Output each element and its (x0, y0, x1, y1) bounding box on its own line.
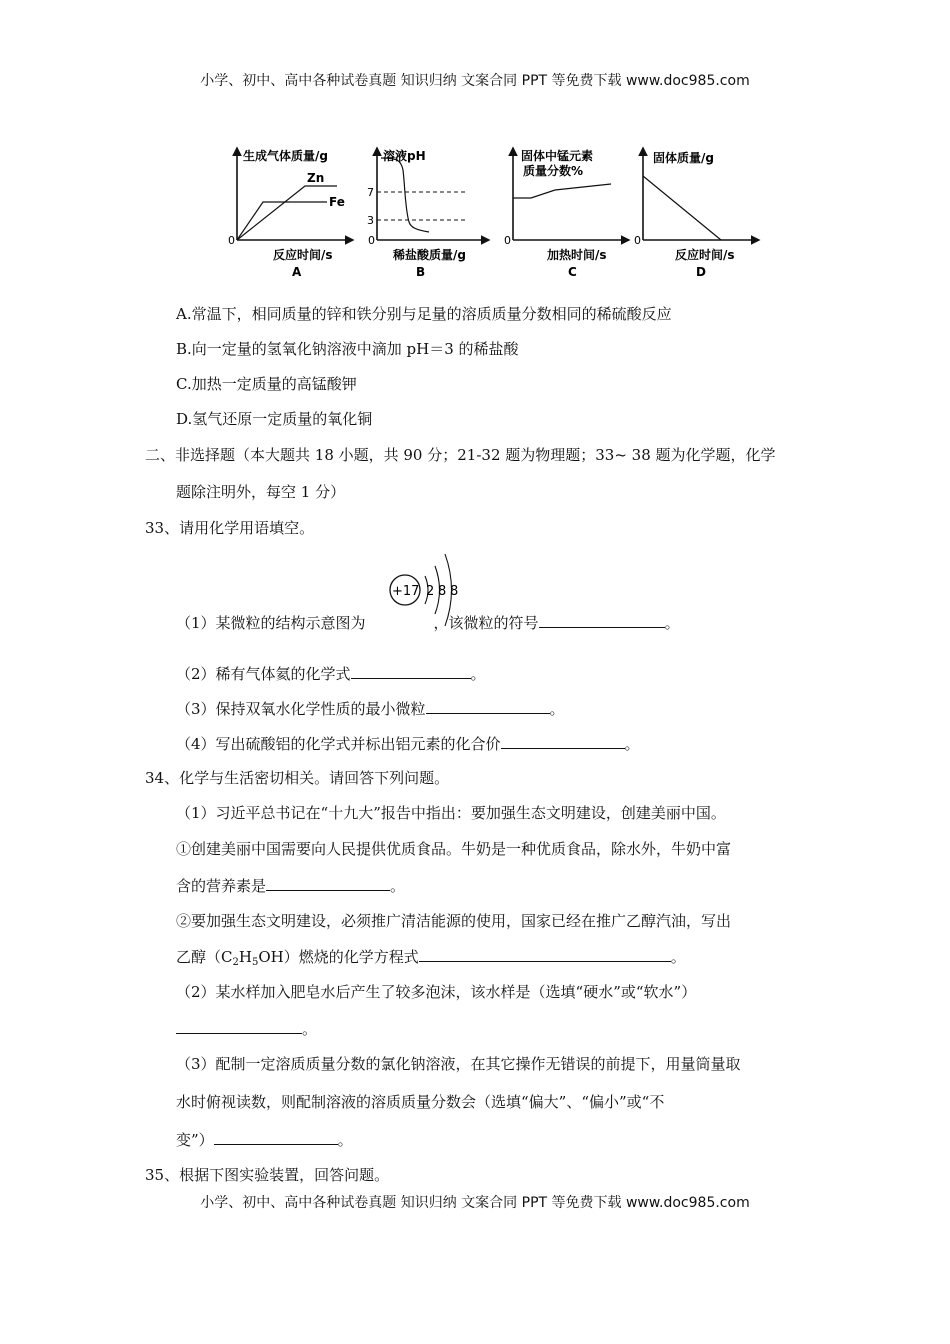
section-2-heading: 二、非选择题（本大题共 18 小题，共 90 分；21-32 题为物理题；33~ 38 题为化学题，化学 (145, 446, 776, 464)
q34-part-3-text: 变”） (176, 1131, 214, 1149)
option-b: B.向一定量的氢氧化钠溶液中滴加 pH＝3 的稀盐酸 (176, 340, 519, 358)
graph-d-ylabel: 固体质量/g (653, 151, 714, 165)
q33-part-4-text: （4）写出硫酸铝的化学式并标出铝元素的化合价 (176, 735, 501, 753)
q33-part-2-end: 。 (470, 665, 486, 683)
graph-b-tick-3: 3 (367, 214, 374, 227)
graph-a (228, 148, 353, 279)
q34-ethanol-c: 乙醇（C (176, 948, 233, 966)
graph-b-letter: B (416, 265, 426, 279)
graph-c (504, 148, 629, 279)
q34-part-2-line-2 (176, 1017, 317, 1040)
graph-d-xlabel: 反应时间/s (675, 248, 735, 262)
graph-b-tick-7: 7 (367, 186, 374, 199)
graph-c-ylabel-2: 质量分数% (523, 164, 584, 178)
q33-part-3-end: 。 (549, 700, 565, 718)
page-header: 小学、初中、高中各种试卷真题 知识归纳 文案合同 PPT 等免费下载 www.doc985.com (200, 73, 750, 89)
q33-part-2 (176, 662, 486, 685)
graph-c-letter: C (568, 265, 577, 279)
graph-a-ylabel: 生成气体质量/g (243, 149, 328, 163)
zn-line (237, 186, 337, 240)
q33-answer-3-blank[interactable] (426, 697, 550, 714)
graph-b-ylabel: 溶液pH (383, 149, 426, 163)
q34-part-1a-end: 。 (390, 877, 406, 895)
q33-part-3 (176, 697, 565, 720)
q34-part-2-line-1: （2）某水样加入肥皂水后产生了较多泡沫，该水样是（选填“硬水”或“软水”） (176, 983, 697, 1001)
graph-c-ylabel-1: 固体中锰元素 (521, 149, 594, 163)
q33-part-1-text-b: ，该微粒的符号 (433, 614, 539, 632)
q34-part-1b-end: 。 (670, 948, 686, 966)
graph-a-origin: 0 (228, 234, 235, 247)
q33-part-4 (176, 732, 640, 755)
q33-part-4-end: 。 (624, 735, 640, 753)
q34-ethanol-h: H (238, 948, 252, 966)
shell-1-electrons: 2 (426, 584, 435, 599)
q33-part-1-text-a: （1）某微粒的结构示意图为 (176, 614, 366, 632)
graph-c-xlabel: 加热时间/s (547, 248, 607, 262)
q34-answer-2-blank[interactable] (176, 1017, 302, 1034)
graph-c-origin: 0 (504, 234, 511, 247)
graph-d (634, 148, 759, 279)
solid-mass-line (643, 176, 721, 240)
q34-ethanol-rest: OH）燃烧的化学方程式 (258, 948, 419, 966)
shell-3-electrons: 8 (450, 584, 459, 599)
option-d: D.氢气还原一定质量的氧化铜 (176, 410, 373, 428)
q34-part-3-end: 。 (337, 1131, 353, 1149)
graph-a-letter: A (292, 265, 302, 279)
graphs-figure (225, 138, 765, 288)
q34-answer-3-blank[interactable] (214, 1128, 338, 1145)
q33-answer-2-blank[interactable] (351, 662, 471, 679)
q34-part-2-end: 。 (302, 1020, 318, 1038)
q34-part-1: （1）习近平总书记在“十九大”报告中指出：要加强生态文明建设，创建美丽中国。 (176, 804, 726, 822)
q34-answer-1b-blank[interactable] (419, 945, 671, 962)
q34-title: 34、化学与生活密切相关。请回答下列问题。 (145, 769, 450, 787)
fe-label: Fe (329, 195, 345, 209)
page-footer: 小学、初中、高中各种试卷真题 知识归纳 文案合同 PPT 等免费下载 www.doc985.com (200, 1195, 750, 1211)
mn-fraction-line (513, 184, 611, 198)
section-2-note: 题除注明外，每空 1 分） (176, 483, 346, 501)
q34-part-1a-text: 含的营养素是 (176, 877, 267, 895)
graph-a-xlabel: 反应时间/s (273, 248, 333, 262)
q33-part-1-end: 。 (664, 614, 680, 632)
q34-part-3-line-2: 水时俯视读数，则配制溶液的溶质质量分数会（选填“偏大”、“偏小”或“不 (176, 1093, 665, 1111)
q35-title: 35、根据下图实验装置，回答问题。 (145, 1166, 390, 1184)
q33-title: 33、请用化学用语填空。 (145, 519, 315, 537)
graph-d-letter: D (696, 265, 706, 279)
nucleus-charge: +17 (392, 584, 420, 599)
q34-part-1b-line-1: ②要加强生态文明建设，必须推广清洁能源的使用，国家已经在推广乙醇汽油，写出 (176, 912, 732, 930)
q34-part-3-line-1: （3）配制一定溶质质量分数的氯化钠溶液，在其它操作无错误的前提下，用量筒量取 (176, 1055, 741, 1073)
q33-answer-4-blank[interactable] (501, 732, 625, 749)
q33-part-3-text: （3）保持双氧水化学性质的最小微粒 (176, 700, 426, 718)
graph-b-origin: 0 (368, 234, 375, 247)
graph-b-xlabel: 稀盐酸质量/g (393, 248, 466, 262)
option-a: A.常温下，相同质量的锌和铁分别与足量的溶质质量分数相同的稀硫酸反应 (176, 305, 672, 323)
ph-curve (381, 158, 429, 232)
graph-d-origin: 0 (634, 234, 641, 247)
fe-line (237, 202, 327, 240)
q33-part-2-text: （2）稀有气体氦的化学式 (176, 665, 351, 683)
q34-part-3-line-3 (176, 1128, 353, 1151)
option-c: C.加热一定质量的高锰酸钾 (176, 375, 357, 393)
q33-answer-1-blank[interactable] (539, 611, 665, 628)
q34-part-1a-line-1: ①创建美丽中国需要向人民提供优质食品。牛奶是一种优质食品，除水外，牛奶中富 (176, 840, 732, 858)
q34-part-1b-line-2 (176, 945, 686, 974)
shell-2-electrons: 8 (438, 584, 447, 599)
zn-label: Zn (307, 171, 325, 185)
graph-b (367, 148, 489, 279)
q33-part-1 (176, 611, 680, 634)
q34-ethanol-sub-2: 2 (232, 957, 239, 968)
q34-ethanol-sub-5: 5 (251, 957, 259, 968)
q34-part-1a-line-2 (176, 874, 405, 897)
q34-answer-1a-blank[interactable] (266, 874, 390, 891)
